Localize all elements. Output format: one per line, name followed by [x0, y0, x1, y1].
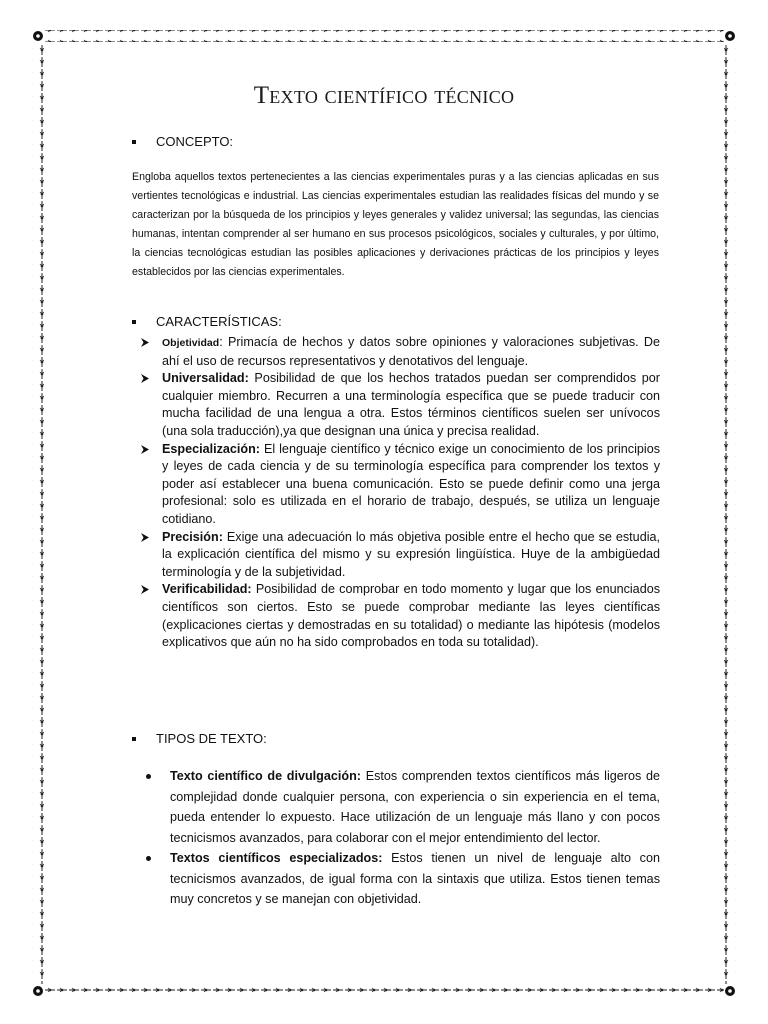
heading-text: CONCEPTO:	[156, 134, 234, 149]
page-title: Texto científico técnico	[253, 82, 515, 109]
list-item	[140, 581, 660, 651]
item-text: Exige una adecuación lo más objetiva posible entre el hecho que se estudia, la explicación científica del mismo y su expresión lingüística. Huye de la ambigüedad terminología y de la subjetividad.	[162, 529, 660, 579]
tipos-list	[146, 766, 660, 910]
arrowhead-bullet-icon	[140, 337, 150, 348]
item-text: : Primacía de hechos y datos sobre opiniones y valoraciones subjetivas. De ahí el uso de recursos representativos y denotativos del lenguaje.	[162, 335, 660, 368]
item-term: Universalidad:	[162, 371, 249, 386]
round-bullet-icon	[146, 774, 151, 779]
list-item	[140, 529, 660, 582]
item-text: El lenguaje científico y técnico exige un conocimiento de los principios y leyes de cada ciencia y de su terminología específica para comprender los textos y poder así establecer una buena comunicación. Esto se puede definir como una jerga profesional: solo es utilizada en el horario de trabajo, después, se utiliza un lenguaje cotidiano.	[162, 441, 660, 526]
list-item	[146, 848, 660, 910]
item-term: Precisión:	[162, 529, 223, 544]
item-text: Estos tienen un nivel de lenguaje alto con tecnicismos avanzados, de igual forma con la sintaxis que utiliza. Estos tienen temas muy concretos y se manejan con objetividad.	[170, 851, 660, 906]
arrowhead-bullet-icon	[140, 444, 150, 455]
list-item	[146, 766, 660, 848]
heading-text: TIPOS DE TEXTO:	[156, 731, 267, 746]
item-term: Verificabilidad:	[162, 582, 252, 597]
item-term: Textos científicos especializados:	[170, 851, 383, 865]
list-item	[140, 334, 660, 370]
heading-text: CARACTERÍSTICAS:	[156, 314, 282, 329]
section-heading-caracteristicas	[132, 314, 282, 329]
square-bullet-icon	[132, 320, 136, 324]
section-heading-tipos	[132, 731, 267, 746]
item-term: Texto científico de divulgación:	[170, 769, 361, 783]
item-term: Objetividad	[162, 337, 220, 349]
section-heading-concepto	[132, 134, 233, 149]
round-bullet-icon	[146, 856, 151, 861]
square-bullet-icon	[132, 737, 136, 741]
item-term: Especialización:	[162, 441, 260, 456]
arrowhead-bullet-icon	[140, 532, 150, 543]
item-text: Posibilidad de comprobar en todo momento y lugar que los enunciados científicos son ciertos. Esto se puede comprobar mediante las leyes científicas (explicaciones ciertas y demostradas en su totalidad) o mediante las hipótesis (modelos explicativos que aún no ha sido comprobados en toda su totalidad).	[162, 582, 660, 650]
square-bullet-icon	[132, 140, 136, 144]
caracteristicas-list	[140, 334, 660, 652]
arrowhead-bullet-icon	[140, 584, 150, 595]
concepto-paragraph: Engloba aquellos textos pertenecientes a las ciencias experimentales puras y a las ciencias aplicadas en sus vertientes tecnológicas e industrial. Las ciencias experimentales estudian las realidades físicas del mundo y se caracterizan por la búsqueda de los principios y leyes generales y validez universal; las segundas, las ciencias humanas, intentan comprender al ser humano en sus procesos psicológicos, sociales y culturales, y por último, la ciencias tecnológicas estudian las posibles aplicaciones y derivaciones prácticas de los principios y leyes establecidos por las ciencias experimentales.	[132, 171, 659, 278]
list-item	[140, 441, 660, 529]
item-text: Posibilidad de que los hechos tratados puedan ser comprendidos por cualquier miembro. Recurren a una terminología específica que se puede traducir con mucha facilidad de una lengua a otra. Estos términos científicos suelen ser unívocos (una sola traducción),ya que designan una única y precisa realidad.	[162, 371, 660, 438]
item-text: Estos comprenden textos científicos más ligeros de complejidad donde cualquier persona, con experiencia o sin experiencia en el tema, pueda entender lo expuesto. Hace utilización de un lenguaje más llano y con pocos tecnicismos avanzados, para colaborar con el mejor entendimiento del lector.	[170, 769, 661, 845]
list-item	[140, 370, 660, 440]
arrowhead-bullet-icon	[140, 373, 150, 384]
